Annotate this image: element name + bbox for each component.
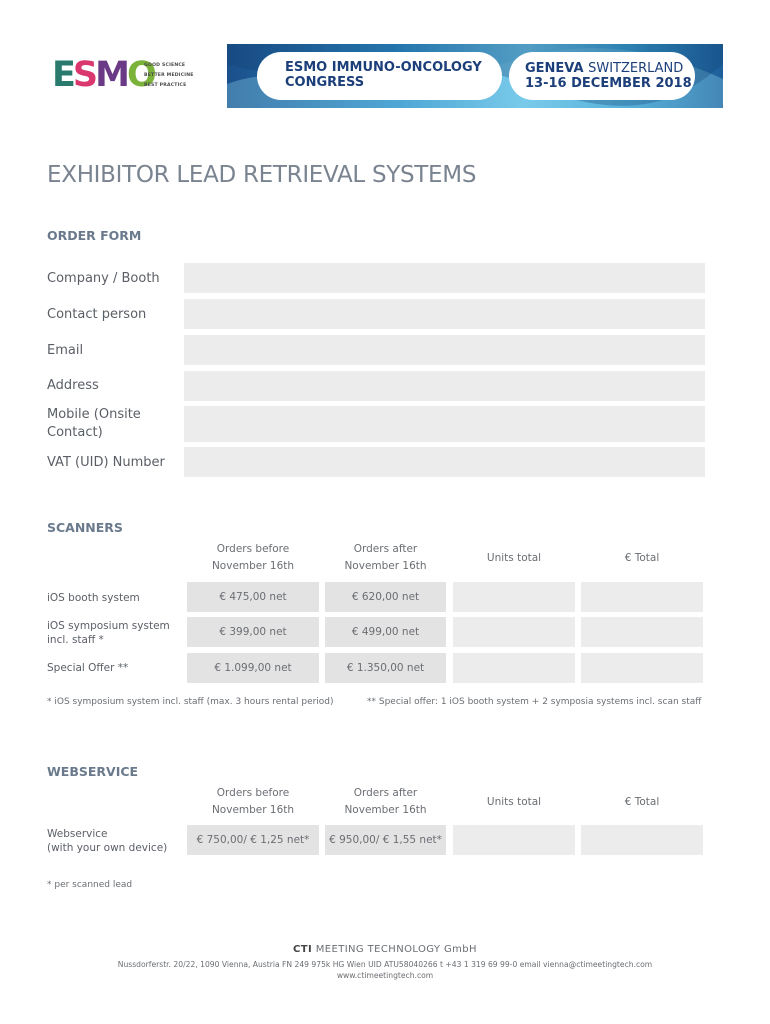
scanner-row-label: [47, 619, 170, 647]
webservice-header-before-line2: November 16th: [211, 804, 295, 816]
webservice-row-label-line2: (with your own device): [47, 842, 168, 854]
scanners-footnote-left: * iOS symposium system incl. staff (max. 3 hours rental period): [47, 697, 334, 707]
scanners-footnote-right: ** Special offer: 1 iOS booth system + 2 symposia systems incl. scan staff: [367, 697, 702, 707]
address-label: Address: [47, 378, 99, 393]
scanner-price-after: € 1.350,00 net: [325, 653, 446, 683]
page-title: EXHIBITOR LEAD RETRIEVAL SYSTEMS: [47, 162, 477, 188]
scanner-price-after: € 499,00 net: [325, 617, 446, 647]
banner-congress-line1: ESMO IMMUNO-ONCOLOGY: [285, 60, 482, 75]
logo-letter-o: O: [126, 55, 154, 95]
banner-location-pill: [509, 52, 695, 100]
logo-tagline-3: BEST PRACTICE: [144, 83, 187, 88]
scanner-units-input[interactable]: [453, 582, 575, 612]
company-booth-field[interactable]: [184, 263, 705, 293]
email-label: Email: [47, 343, 84, 358]
logo-letter-m: M: [95, 55, 127, 95]
webservice-title: WEBSERVICE: [47, 764, 139, 779]
scanners-title: SCANNERS: [47, 520, 123, 535]
contact-person-field[interactable]: [184, 299, 705, 329]
footer-website[interactable]: www.ctimeetingtech.com: [336, 971, 434, 980]
company-booth-label: Company / Booth: [47, 271, 160, 286]
webservice-footnote: * per scanned lead: [47, 880, 133, 890]
vat-field[interactable]: [184, 447, 705, 477]
webservice-total-input[interactable]: [581, 825, 703, 855]
webservice-header-after-line1: Orders after: [353, 787, 418, 799]
scanners-header-before-line2: November 16th: [211, 560, 295, 572]
scanner-total-input[interactable]: [581, 617, 703, 647]
webservice-header-after-line2: November 16th: [344, 804, 427, 816]
banner-congress-line2: CONGRESS: [285, 75, 365, 90]
banner-dates: 13-16 DECEMBER 2018: [525, 76, 692, 91]
scanners-header-after-line2: November 16th: [344, 560, 427, 572]
scanner-units-input[interactable]: [453, 617, 575, 647]
footer-company-bold: CTI: [293, 944, 313, 955]
banner-congress-pill: [257, 52, 502, 100]
esmo-logo: [52, 55, 192, 97]
mobile-field[interactable]: [184, 406, 705, 442]
webservice-header-total: € Total: [624, 796, 660, 808]
banner-city: GENEVA: [525, 61, 584, 76]
email-field[interactable]: [184, 335, 705, 365]
webservice-header-before: [187, 785, 319, 819]
congress-banner: [227, 44, 723, 108]
scanner-price-before: € 399,00 net: [187, 617, 319, 647]
order-form-title: ORDER FORM: [47, 228, 142, 243]
contact-person-label: Contact person: [47, 307, 147, 322]
address-field[interactable]: [184, 371, 705, 401]
esmo-logo-mark: [52, 57, 154, 93]
scanner-price-before: € 475,00 net: [187, 582, 319, 612]
scanners-header-after: [325, 541, 446, 575]
footer-address: Nussdorferstr. 20/22, 1090 Vienna, Austria FN 249 975k HG Wien UID ATU58040266 t +43 1 319 69 99-0 email vienna@ctimeetingtech.com: [117, 960, 653, 969]
scanner-price-after: € 620,00 net: [325, 582, 446, 612]
webservice-row-label: [47, 827, 167, 855]
scanners-header-before: [187, 541, 319, 575]
scanner-price-before: € 1.099,00 net: [187, 653, 319, 683]
webservice-price-before: € 750,00/ € 1,25 net*: [187, 825, 319, 855]
webservice-header-after: [325, 785, 446, 819]
scanner-row-label-line1: iOS symposium system: [47, 620, 170, 632]
webservice-header-before-line1: Orders before: [216, 787, 290, 799]
scanner-row-label: [47, 661, 128, 675]
logo-letter-e: E: [52, 55, 73, 95]
footer-company-rest: MEETING TECHNOLOGY GmbH: [315, 944, 477, 955]
scanner-total-input[interactable]: [581, 653, 703, 683]
webservice-units-input[interactable]: [453, 825, 575, 855]
scanner-row-label: [47, 591, 140, 605]
webservice-price-after: € 950,00/ € 1,55 net*: [325, 825, 446, 855]
scanners-header-before-line1: Orders before: [216, 543, 290, 555]
footer-company: [0, 944, 770, 955]
mobile-label: Mobile (Onsite Contact): [47, 407, 141, 440]
webservice-header-units: Units total: [486, 796, 542, 808]
scanner-row-label-line1: Special Offer **: [47, 662, 129, 674]
scanner-row-label-line1: iOS booth system: [47, 592, 140, 604]
scanners-header-units: Units total: [486, 552, 542, 564]
vat-label: VAT (UID) Number: [47, 455, 165, 470]
logo-tagline-1: GOOD SCIENCE: [144, 63, 186, 68]
scanner-row-label-line2: incl. staff *: [47, 634, 104, 646]
banner-country: SWITZERLAND: [588, 61, 684, 76]
logo-tagline-2: BETTER MEDICINE: [144, 73, 194, 78]
webservice-row-label-line1: Webservice: [47, 828, 108, 840]
scanners-header-total: € Total: [624, 552, 660, 564]
scanners-header-after-line1: Orders after: [353, 543, 418, 555]
scanner-total-input[interactable]: [581, 582, 703, 612]
scanner-units-input[interactable]: [453, 653, 575, 683]
logo-letter-s: S: [72, 55, 96, 95]
